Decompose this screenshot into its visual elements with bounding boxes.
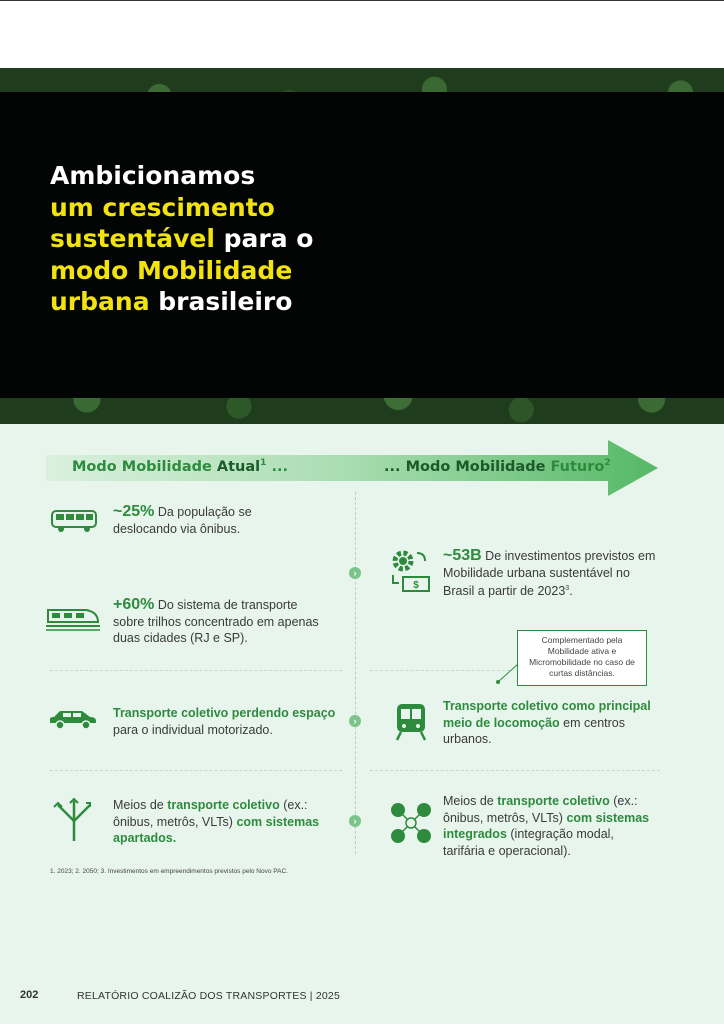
rail-stat-text [113, 597, 323, 647]
gear-money-icon [387, 547, 435, 595]
int-bold-1: transporte coletivo [497, 794, 610, 808]
footer-title: RELATÓRIO COALIZÃO DOS TRANSPORTES | 2025 [77, 990, 340, 1002]
integration-icon [388, 800, 434, 846]
footnote: 1. 2023; 2. 2050; 3. Investimentos em empreendimentos previstos pelo Novo PAC. [50, 868, 288, 875]
header-future-prefix: ... Modo Mobilidade [384, 458, 551, 475]
investment-stat-text [443, 548, 658, 600]
sep-bold-2: com sistemas apartados. [113, 814, 320, 845]
header-current [72, 458, 288, 475]
callout-note: Complementado pela Mobilidade ativa e Micromobilidade no caso de curtas distâncias. [517, 630, 647, 686]
hero-line-1: Ambicionamos [50, 161, 256, 190]
page-number: 202 [20, 989, 39, 1001]
investment-stat-value: ~53B [443, 547, 482, 564]
chevron-right-icon: › [349, 567, 361, 579]
transit-text-rest: em centros urbanos. [443, 715, 626, 746]
hero-line-4: modo Mobilidade [50, 255, 293, 285]
transit-text [443, 698, 653, 748]
bus-stat-desc: Da população se deslocando via ônibus. [113, 505, 252, 536]
row-divider [50, 770, 342, 771]
bus-icon [50, 509, 98, 533]
car-text [113, 705, 343, 738]
car-icon [48, 709, 98, 731]
hero-line-3-highlight: sustentável [50, 224, 215, 253]
int-bold-2: com sistemas integrados [443, 810, 650, 841]
investment-stat-desc: De investimentos previstos em Mobilidade urbana sustentável no Brasil a partir de 2023 [443, 549, 656, 599]
transit-text-bold: Transporte coletivo como principal meio de locomoção [443, 699, 651, 730]
header-current-prefix: Modo Mobilidade [72, 458, 217, 475]
tram-icon [395, 700, 427, 742]
header-future [384, 458, 611, 475]
train-icon [46, 604, 100, 632]
header-current-suffix: ... [266, 458, 288, 475]
top-rule [0, 0, 724, 1]
header-future-strong: Futuro [550, 458, 605, 475]
hero-line-5-highlight: urbana [50, 287, 150, 316]
car-text-bold: Transporte coletivo perdendo espaço [113, 706, 336, 720]
sep-pre: Meios de [113, 798, 168, 812]
int-mid: (ex.: ônibus, metrôs, VLTs) [443, 794, 638, 825]
hero-line-2: um crescimento [50, 192, 275, 222]
chevron-right-icon: › [349, 815, 361, 827]
header-future-sup: 2 [604, 458, 611, 468]
rail-stat-value: +60% [113, 596, 155, 613]
sep-bold-1: transporte coletivo [167, 798, 280, 812]
row-divider [50, 670, 342, 671]
header-current-strong: Atual [216, 458, 261, 475]
int-end: (integração modal, tarifária e operacional). [443, 827, 614, 858]
integrated-systems-text [443, 793, 658, 859]
crossroads-icon [52, 797, 96, 843]
hero-line-5: brasileiro [149, 287, 293, 316]
hero-title [50, 160, 370, 318]
bus-stat-value: ~25% [113, 503, 155, 520]
header-current-sup: 1 [260, 458, 267, 468]
rail-stat-desc: Do sistema de transporte sobre trilhos concentrado em apenas duas cidades (RJ e SP). [113, 598, 319, 645]
callout-connector [490, 660, 520, 690]
row-divider [370, 770, 660, 771]
int-pre: Meios de [443, 794, 498, 808]
sep-mid: (ex.: ônibus, metrôs, VLTs) [113, 798, 308, 829]
investment-end: . [569, 584, 573, 599]
column-divider [355, 492, 356, 854]
bus-stat-text [113, 504, 313, 537]
chevron-right-icon: › [349, 715, 361, 727]
hero-line-3: para o [214, 224, 314, 253]
svg-text:$: $ [413, 580, 419, 591]
car-text-rest: para o individual motorizado. [113, 722, 273, 737]
row-divider [370, 670, 510, 671]
investment-sup: 3 [565, 585, 570, 592]
separate-systems-text [113, 797, 323, 847]
